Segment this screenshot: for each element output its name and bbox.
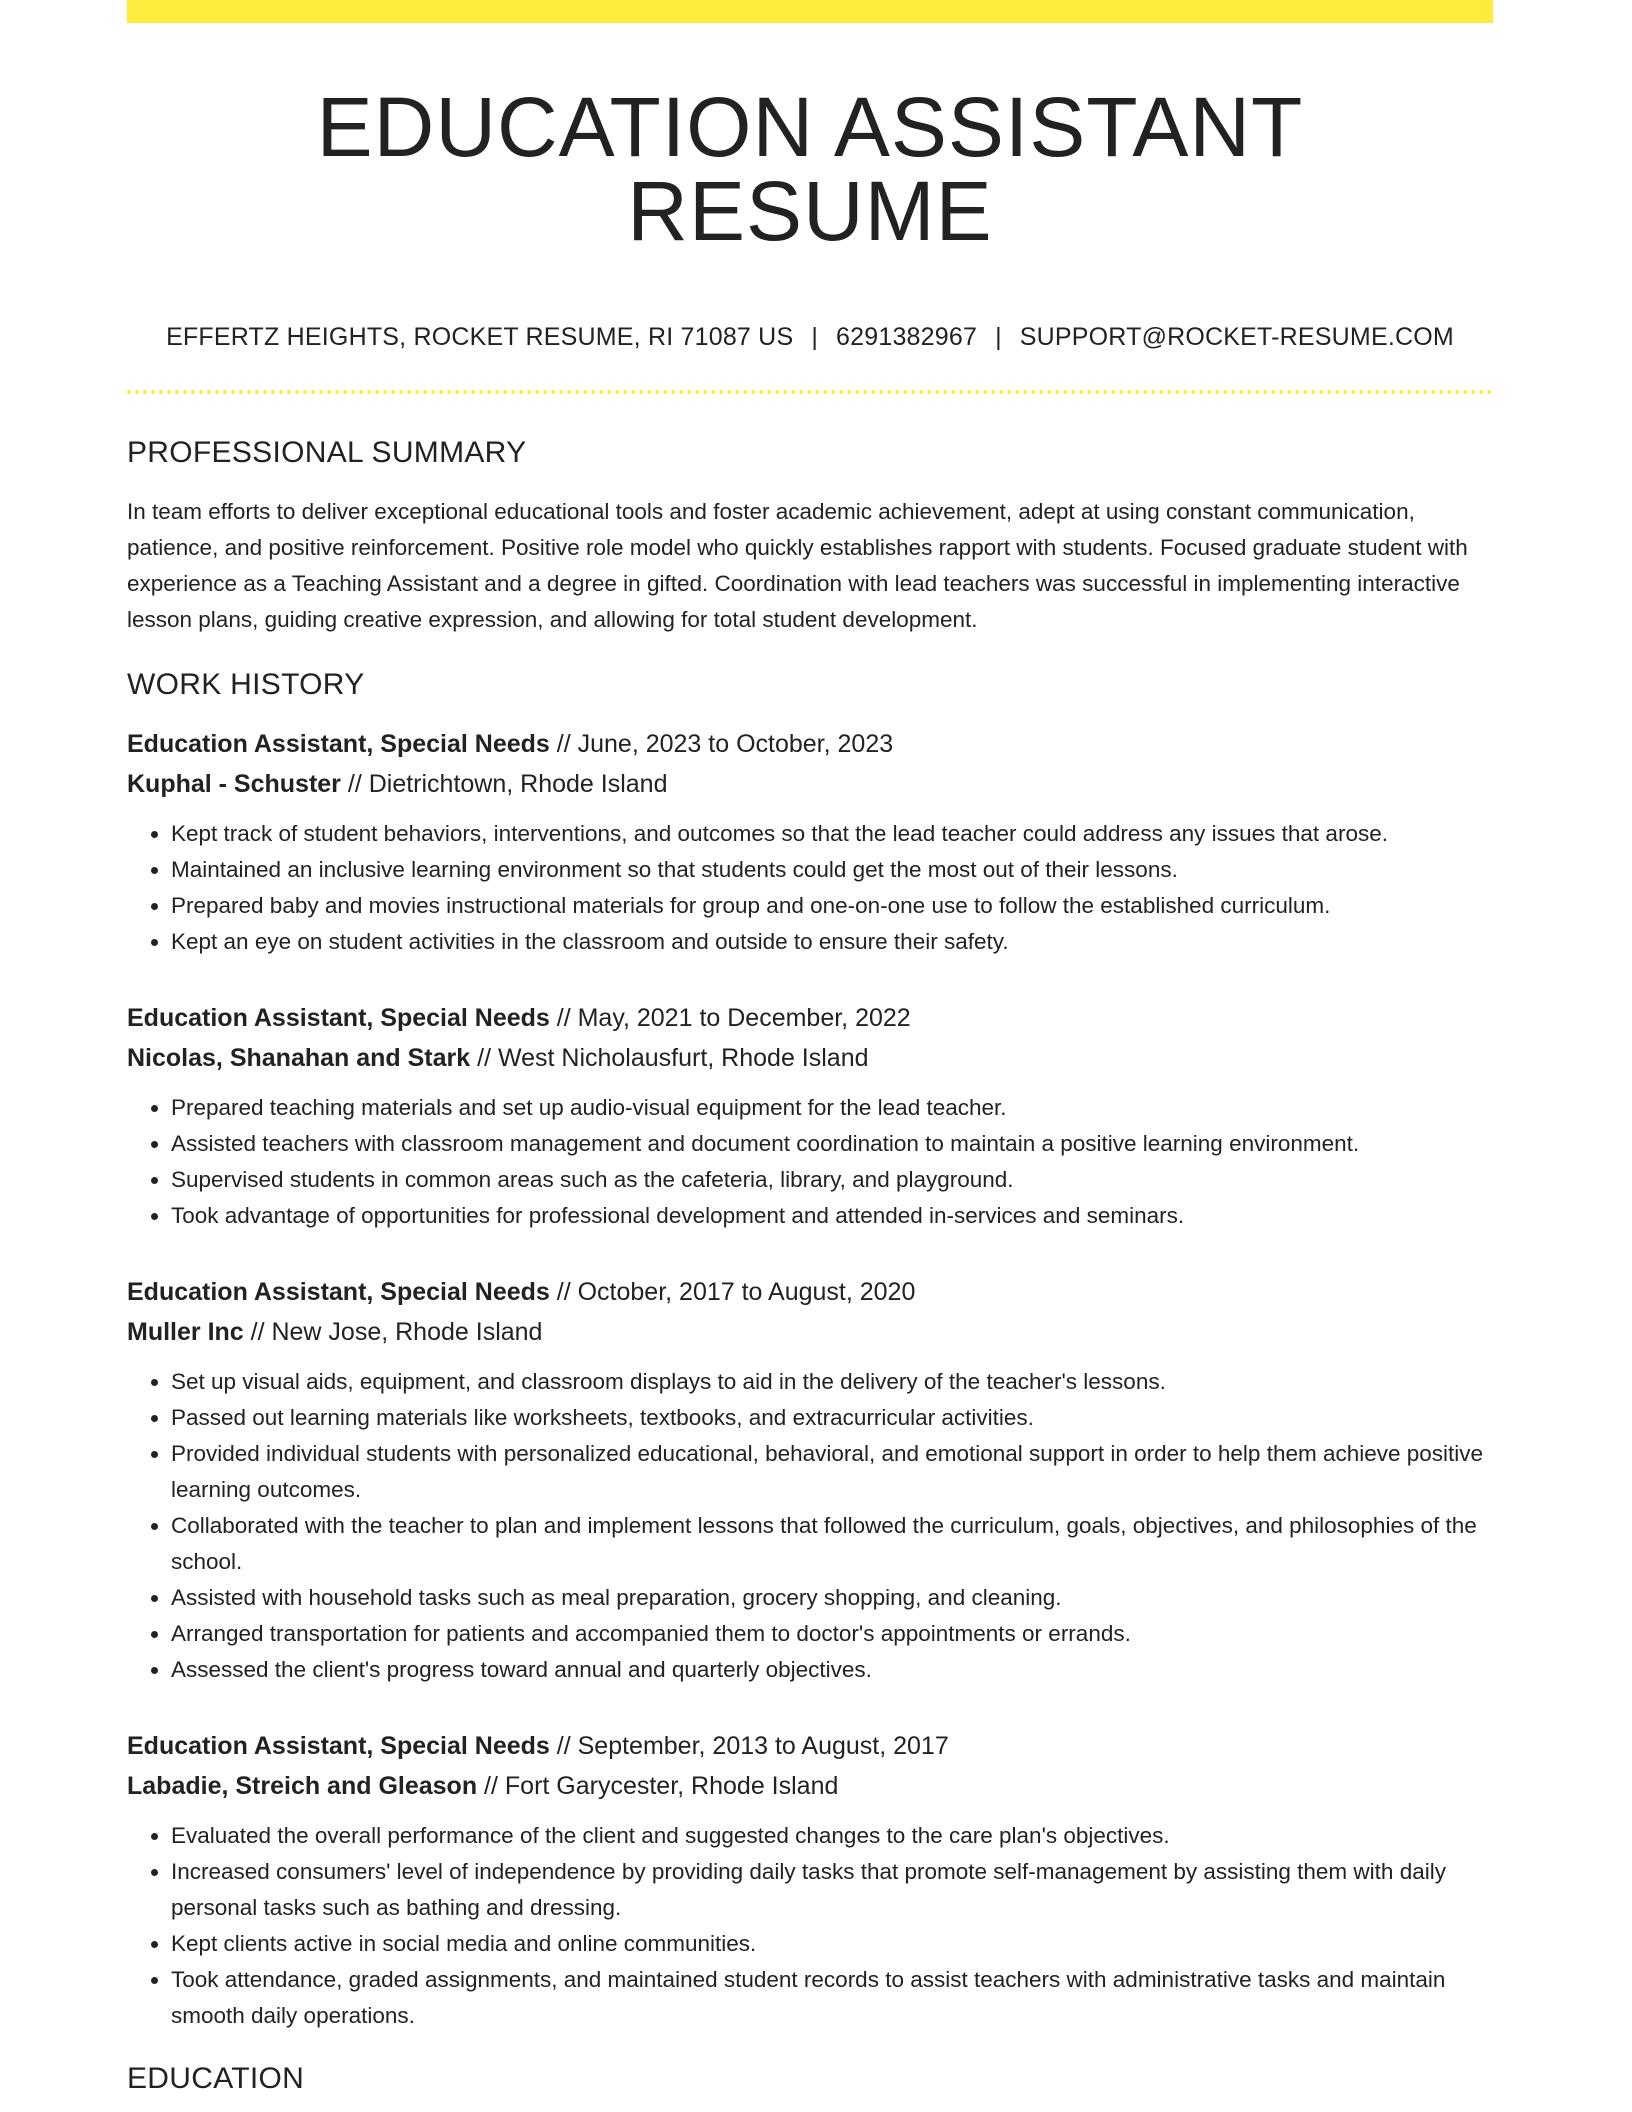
job-title-line (127, 1726, 1493, 1766)
education-heading: EDUCATION (127, 2062, 305, 2095)
job-location: // Fort Garycester, Rhode Island (477, 1772, 839, 1800)
job-bullet: • Assisted with household tasks such as meal preparation, grocery shopping, and cleaning. (171, 1580, 1493, 1616)
job-bullet: • Provided individual students with personalized educational, behavioral, and emotional support in order to help them achieve positive learning outcomes. (171, 1436, 1493, 1508)
job-company: Labadie, Streich and Gleason (127, 1772, 478, 1800)
contact-line (127, 323, 1493, 352)
resume-page (127, 0, 1493, 2096)
job-location: // West Nicholausfurt, Rhode Island (470, 1044, 869, 1072)
job-bullet: • Assessed the client's progress toward annual and quarterly objectives. (171, 1652, 1493, 1688)
job-entry (127, 1726, 1493, 2034)
summary-text: In team efforts to deliver exceptional educational tools and foster academic achievement, adept at using constant communication, patience, and positive reinforcement. Positive role model who quickly establishes rapport with students. Focused graduate student with experience as a Teaching Assistant and a degree in gifted. Coordination with lead teachers was successful in implementing interactive lesson plans, guiding creative expression, and allowing for total student development. (127, 499, 1468, 632)
job-bullet: • Took advantage of opportunities for professional development and attended in-services and seminars. (171, 1198, 1493, 1234)
job-bullets (127, 816, 1493, 960)
job-entry (127, 998, 1493, 1234)
job-company-line (127, 1312, 1493, 1352)
job-location: // New Jose, Rhode Island (243, 1318, 543, 1346)
job-company-line (127, 1038, 1493, 1078)
job-title-line (127, 1272, 1493, 1312)
job-location: // Dietrichtown, Rhode Island (340, 770, 668, 798)
job-entry (127, 1272, 1493, 1688)
contact-separator: | (995, 323, 1002, 351)
job-bullet: • Kept track of student behaviors, interventions, and outcomes so that the lead teacher could address any issues that arose. (171, 816, 1493, 852)
job-bullet: • Set up visual aids, equipment, and classroom displays to aid in the delivery of the teacher's lessons. (171, 1364, 1493, 1400)
job-bullet: • Collaborated with the teacher to plan and implement lessons that followed the curriculum, goals, objectives, and philosophies of the school. (171, 1508, 1493, 1580)
job-company: Kuphal - Schuster (127, 770, 341, 798)
job-bullet: • Maintained an inclusive learning environment so that students could get the most out of their lessons. (171, 852, 1493, 888)
job-title: Education Assistant, Special Needs (127, 1004, 550, 1032)
contact-phone: 6291382967 (836, 323, 978, 351)
job-company: Muller Inc (127, 1318, 244, 1346)
work-history-heading: WORK HISTORY (127, 668, 365, 701)
job-title-line (127, 998, 1493, 1038)
job-bullet: • Arranged transportation for patients and accompanied them to doctor's appointments or errands. (171, 1616, 1493, 1652)
job-dates: // September, 2013 to August, 2017 (549, 1732, 949, 1760)
contact-separator: | (811, 323, 819, 351)
summary-heading: PROFESSIONAL SUMMARY (127, 436, 527, 469)
header-divider (127, 390, 1493, 394)
top-accent-bar (127, 0, 1493, 23)
job-bullet: • Took attendance, graded assignments, and maintained student records to assist teachers with administrative tasks and maintain smooth daily operations. (171, 1962, 1493, 2034)
job-company-line (127, 764, 1493, 804)
job-entry (127, 724, 1493, 960)
job-bullet: • Assisted teachers with classroom management and document coordination to maintain a positive learning environment. (171, 1126, 1493, 1162)
job-title: Education Assistant, Special Needs (127, 1732, 550, 1760)
job-bullet: • Increased consumers' level of independence by providing daily tasks that promote self-management by assisting them with daily personal tasks such as bathing and dressing. (171, 1854, 1493, 1926)
job-title: Education Assistant, Special Needs (127, 730, 550, 758)
job-bullets (127, 1364, 1493, 1688)
contact-address: EFFERTZ HEIGHTS, ROCKET RESUME, RI 71087 US (166, 323, 794, 351)
job-title-line (127, 724, 1493, 764)
job-bullet: • Passed out learning materials like worksheets, textbooks, and extracurricular activities. (171, 1400, 1493, 1436)
job-bullet: • Kept an eye on student activities in the classroom and outside to ensure their safety. (171, 924, 1493, 960)
job-bullet: • Kept clients active in social media and online communities. (171, 1926, 1493, 1962)
job-dates: // October, 2017 to August, 2020 (549, 1278, 916, 1306)
job-company: Nicolas, Shanahan and Stark (127, 1044, 471, 1072)
job-dates: // June, 2023 to October, 2023 (549, 730, 894, 758)
job-title: Education Assistant, Special Needs (127, 1278, 550, 1306)
job-bullet: • Prepared teaching materials and set up audio-visual equipment for the lead teacher. (171, 1090, 1493, 1126)
job-bullet: • Evaluated the overall performance of the client and suggested changes to the care plan's objectives. (171, 1818, 1493, 1854)
contact-email: SUPPORT@ROCKET-RESUME.COM (1019, 323, 1454, 351)
job-dates: // May, 2021 to December, 2022 (549, 1004, 911, 1032)
job-bullets (127, 1090, 1493, 1234)
resume-title: EDUCATION ASSISTANT RESUME (316, 80, 1304, 258)
job-bullets (127, 1818, 1493, 2034)
job-company-line (127, 1766, 1493, 1806)
job-bullet: • Supervised students in common areas such as the cafeteria, library, and playground. (171, 1162, 1493, 1198)
job-bullet: • Prepared baby and movies instructional materials for group and one-on-one use to follow the established curriculum. (171, 888, 1493, 924)
work-history-list (127, 724, 1493, 2034)
